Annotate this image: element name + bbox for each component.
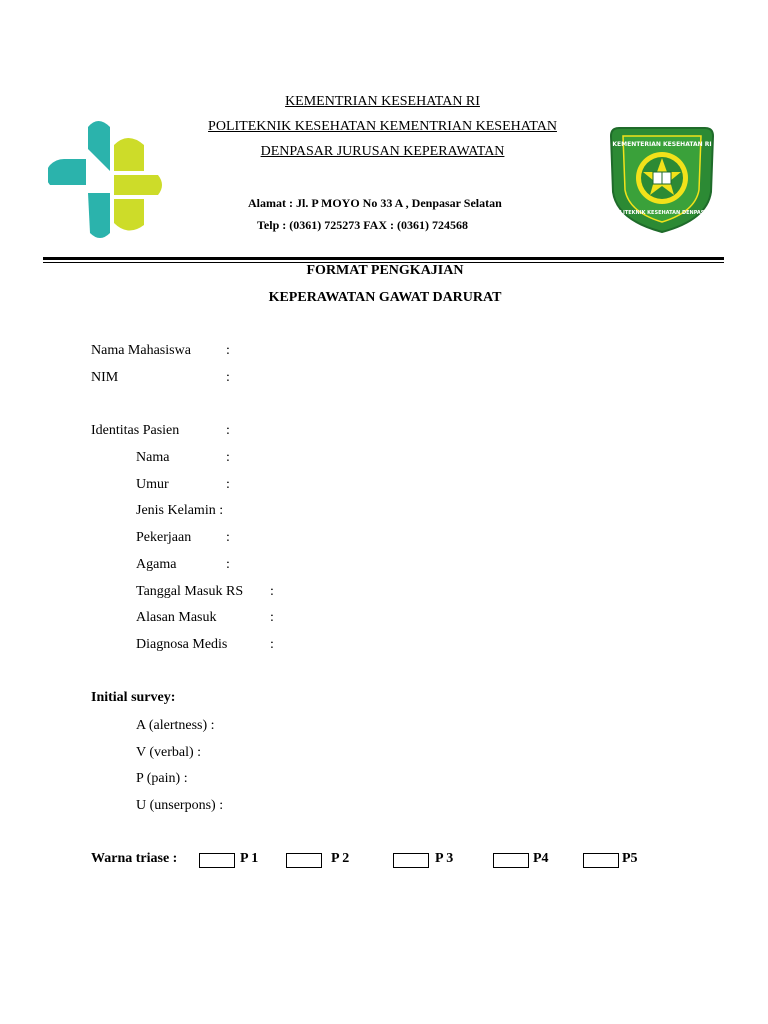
patient-admission-reason-colon: : (270, 610, 274, 625)
triage-p5-checkbox[interactable] (583, 853, 619, 868)
patient-occupation-label: Pekerjaan (136, 530, 192, 545)
patient-admission-reason-label: Alasan Masuk (136, 610, 217, 625)
triage-p2-label: P 2 (331, 851, 350, 866)
triage-p3-label: P 3 (435, 851, 454, 866)
patient-age-colon: : (226, 477, 230, 492)
patient-identity-colon: : (226, 423, 230, 438)
survey-verbal-label: V (verbal) : (136, 745, 202, 760)
student-name-label: Nama Mahasiswa (91, 343, 191, 358)
patient-diagnosis-label: Diagnosa Medis (136, 637, 228, 652)
patient-admission-date-colon: : (270, 584, 274, 599)
svg-text:POLITEKNIK KESEHATAN DENPASAR: POLITEKNIK KESEHATAN DENPASAR (611, 210, 713, 216)
triage-p3-checkbox[interactable] (393, 853, 429, 868)
survey-pain-label: P (pain) : (136, 771, 188, 786)
header-divider-thick (43, 257, 724, 260)
patient-age-label: Umur (136, 477, 169, 492)
triage-p4-checkbox[interactable] (493, 853, 529, 868)
header-department: DENPASAR JURUSAN KEPERAWATAN (260, 144, 505, 159)
kemenkes-logo (48, 115, 163, 240)
header-institution: POLITEKNIK KESEHATAN KEMENTRIAN KESEHATAN (208, 119, 557, 134)
triage-label: Warna triase : (91, 851, 178, 866)
triage-p1-label: P 1 (240, 851, 259, 866)
patient-admission-date-label: Tanggal Masuk RS (136, 584, 244, 599)
patient-name-colon: : (226, 450, 230, 465)
patient-religion-label: Agama (136, 557, 177, 572)
header-phone: Telp : (0361) 725273 FAX : (0361) 724568 (257, 218, 468, 232)
nim-colon: : (226, 370, 230, 385)
triage-p4-label: P4 (533, 851, 549, 866)
form-title-line2: KEPERAWATAN GAWAT DARURAT (268, 290, 502, 305)
poltekkes-seal (607, 120, 717, 235)
student-name-colon: : (226, 343, 230, 358)
nim-label: NIM (91, 370, 119, 385)
form-title-line1: FORMAT PENGKAJIAN (306, 263, 464, 278)
patient-name-label: Nama (136, 450, 170, 465)
triage-p5-label: P5 (622, 851, 638, 866)
survey-alertness-label: A (alertness) : (136, 718, 215, 733)
patient-religion-colon: : (226, 557, 230, 572)
triage-p2-checkbox[interactable] (286, 853, 322, 868)
initial-survey-title: Initial survey: (91, 690, 176, 705)
triage-p1-checkbox[interactable] (199, 853, 235, 868)
patient-gender-label: Jenis Kelamin : (136, 503, 224, 518)
header-address: Alamat : Jl. P MOYO No 33 A , Denpasar Selatan (248, 196, 502, 210)
svg-text:KEMENTERIAN KESEHATAN RI: KEMENTERIAN KESEHATAN RI (612, 141, 712, 148)
patient-diagnosis-colon: : (270, 637, 274, 652)
patient-occupation-colon: : (226, 530, 230, 545)
survey-unresponsive-label: U (unserpons) : (136, 798, 224, 813)
header-ministry: KEMENTRIAN KESEHATAN RI (285, 94, 480, 109)
patient-identity-label: Identitas Pasien (91, 423, 180, 438)
